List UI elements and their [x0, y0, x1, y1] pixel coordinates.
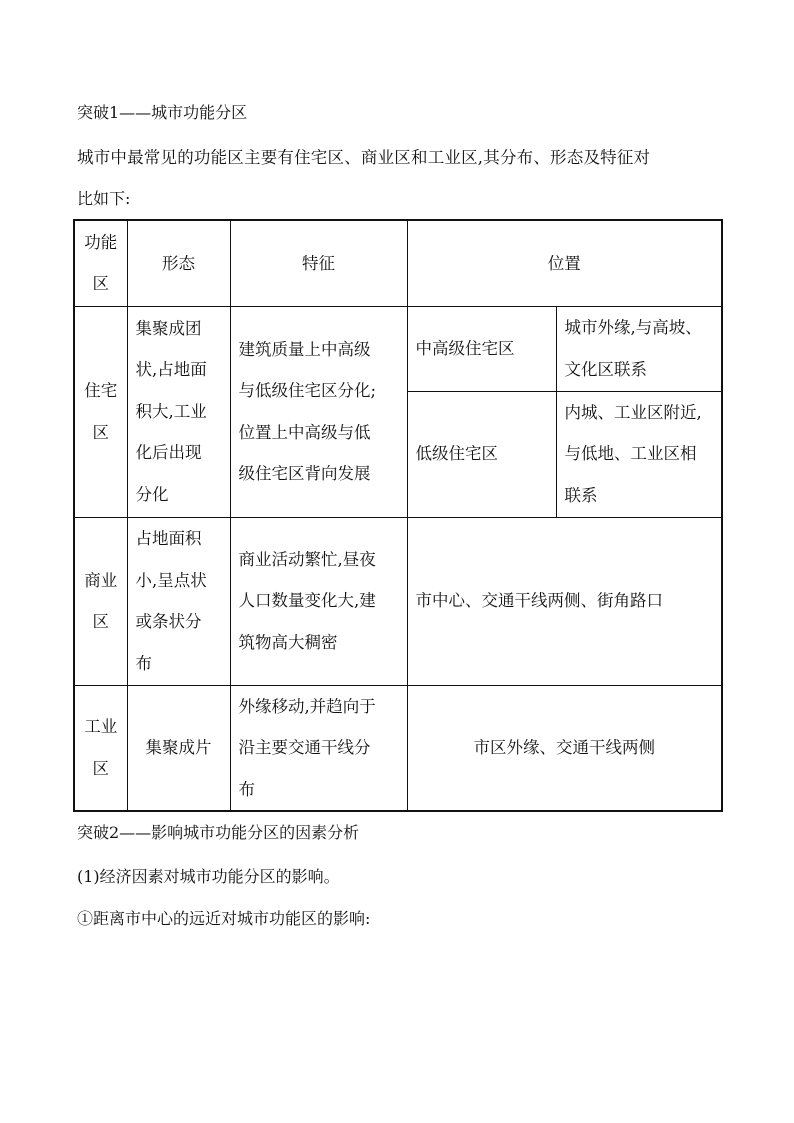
paragraph-economic-factors: (1)经济因素对城市功能分区的影响。: [77, 867, 340, 886]
table-header-row: [74, 220, 722, 306]
residential-low-location: 内城、工业区附近, 与低地、工业区相 联系: [556, 391, 722, 517]
form-industrial: 集聚成片: [127, 685, 230, 811]
paragraph-distance-effect: ①距离市中心的远近对城市功能区的影响:: [77, 909, 371, 928]
zone-commercial: 商业 区: [74, 517, 127, 685]
header-feature: 特征: [230, 220, 407, 306]
feature-industrial: 外缘移动,并趋向于 沿主要交通干线分 布: [230, 685, 407, 811]
residential-high-label: 中高级住宅区: [407, 306, 556, 391]
table-row-residential-high: [74, 306, 722, 391]
intro-text-line-2: 比如下:: [77, 189, 131, 208]
table-row-commercial: [74, 517, 722, 685]
residential-high-location: 城市外缘,与高坡、 文化区联系: [556, 306, 722, 391]
location-industrial: 市区外缘、交通干线两侧: [407, 685, 722, 811]
location-commercial: 市中心、交通干线两侧、街角路口: [407, 517, 722, 685]
feature-residential: 建筑质量上中高级 与低级住宅区分化; 位置上中高级与低 级住宅区背向发展: [230, 306, 407, 517]
intro-text-line-1: 城市中最常见的功能区主要有住宅区、商业区和工业区,其分布、形态及特征对: [77, 148, 651, 167]
header-location: 位置: [407, 220, 722, 306]
zone-residential: 住宅 区: [74, 306, 127, 517]
table-row-industrial: [74, 685, 722, 811]
residential-low-label: 低级住宅区: [407, 391, 556, 517]
function-zone-table: [73, 219, 723, 812]
zone-industrial: 工业 区: [74, 685, 127, 811]
header-form: 形态: [127, 220, 230, 306]
form-commercial: 占地面积 小,呈点状 或条状分 布: [127, 517, 230, 685]
feature-commercial: 商业活动繁忙,昼夜 人口数量变化大,建 筑物高大稠密: [230, 517, 407, 685]
section-heading-1: 突破1——城市功能分区: [77, 103, 248, 122]
form-residential: 集聚成团 状,占地面 积大,工业 化后出现 分化: [127, 306, 230, 517]
section-heading-2: 突破2——影响城市功能分区的因素分析: [77, 823, 360, 842]
header-zone: 功能 区: [74, 220, 127, 306]
